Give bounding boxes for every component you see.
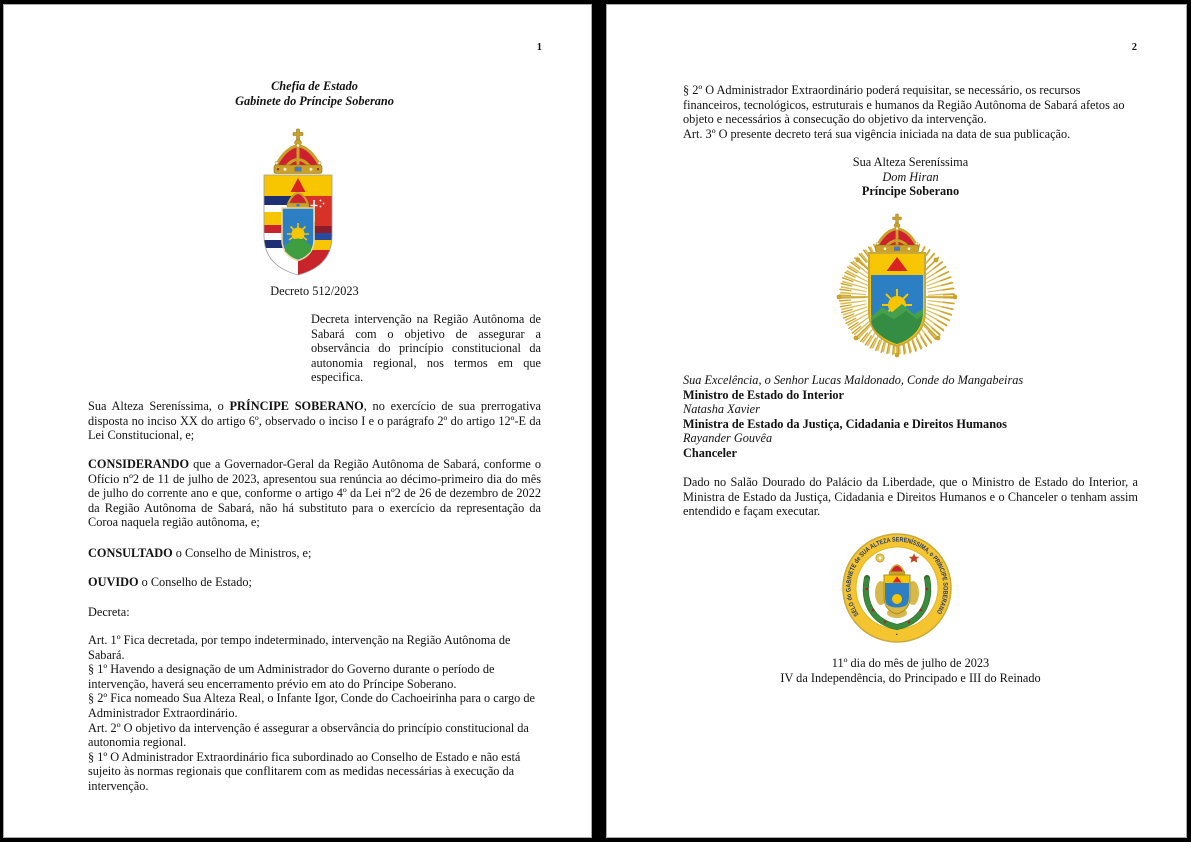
- sovereign-name: Dom Hiran: [882, 169, 939, 184]
- article-paragraph: § 1º Havendo a designação de um Administrador do Governo durante o período de intervenção, haverá seu encerramento prévio em ato do Príncipe Soberano.: [88, 662, 495, 691]
- ouvido-paragraph: [88, 575, 541, 590]
- signatory-name: Rayander Gouvêa: [683, 431, 773, 446]
- article-paragraph: Art. 2º O objetivo da intervenção é assegurar a observância do princípio constitucional da autonomia regional.: [88, 720, 529, 750]
- signatories-block: [683, 373, 1138, 461]
- signatory-title: Chanceler: [683, 445, 737, 460]
- closing-paragraph: Dado no Salão Dourado do Palácio da Liberdade, que o Ministro de Estado do Interior, a Ministra de Estado da Justiça, Cidadania e Direitos Humanos e o Chanceler o tenham assim entendido e façam executar.: [683, 475, 1138, 519]
- articles-block: [88, 633, 541, 794]
- preamble-post: , no exercício de sua prerrogativa disposta no inciso XX do artigo 6º, observado o inciso I e o parágrafo 2º do artigo 12º-E da Lei Constitucional, e;: [88, 399, 541, 443]
- sovereign-salutation: Sua Alteza Sereníssima: [852, 155, 969, 169]
- article-paragraph: Art. 3º O presente decreto terá sua vigência iniciada na data de sua publicação.: [683, 126, 1071, 141]
- signatory-title: Ministro de Estado do Interior: [683, 387, 845, 402]
- signatory-name: Sua Excelência, o Senhor Lucas Maldonado, Conde do Mangabeiras: [683, 373, 1024, 387]
- date-line-1: 11º dia do mês de julho de 2023: [831, 656, 990, 670]
- preamble-paragraph: [88, 399, 541, 443]
- consultado-paragraph: [88, 546, 541, 561]
- date-block: [683, 656, 1138, 685]
- cabinet-seal-image: [840, 531, 954, 645]
- article-paragraph: § 1º O Administrador Extraordinário fica subordinado ao Conselho de Estado e não está sujeito às normas regionais que conflitarem com as medidas necessárias à execução da intervenção.: [88, 749, 521, 793]
- ouvido-post: o Conselho de Estado;: [138, 575, 252, 589]
- date-line-2: IV da Independência, do Principado e III do Reinado: [780, 670, 1041, 685]
- sovereign-order-star-image: [834, 213, 960, 361]
- royal-coat-of-arms-image: [254, 128, 342, 278]
- page-number: 2: [1131, 42, 1137, 53]
- page-2: [606, 4, 1187, 838]
- considerando-bold: CONSIDERANDO: [88, 457, 190, 471]
- considerando-post: que a Governador-Geral da Região Autônoma de Sabará, conforme o Ofício nº2 de 11 de julho de 2023, apresentou sua renúncia ao décimo-primeiro dia do mês de julho do corrente ano e que, conforme o artigo 4º da Lei nº2 de 26 de dezembro de 2022 da Região Autônoma de Sabará, não há substituto para o exercício da representação da Coroa naquela região autônoma, e;: [88, 457, 541, 530]
- preamble-bold: PRÍNCIPE SOBERANO: [229, 399, 364, 413]
- signatory-title: Ministra de Estado da Justiça, Cidadania e Direitos Humanos: [683, 416, 1007, 431]
- preamble-pre: Sua Alteza Sereníssima, o: [88, 399, 230, 413]
- signatory-name: Natasha Xavier: [683, 402, 760, 417]
- consultado-bold: CONSULTADO: [88, 546, 173, 560]
- letterhead: [88, 79, 541, 108]
- order-star-container: [607, 213, 1186, 361]
- consultado-post: o Conselho de Ministros, e;: [172, 546, 312, 560]
- letterhead-title: Chefia de Estado: [271, 79, 358, 93]
- page-number: 1: [536, 42, 542, 53]
- letterhead-subtitle: Gabinete do Príncipe Soberano: [235, 93, 394, 108]
- articles-block: [683, 83, 1138, 141]
- decreta-label: Decreta:: [88, 605, 130, 619]
- decree-number: Decreto 512/2023: [270, 284, 359, 298]
- considerando-paragraph: [88, 457, 541, 530]
- cabinet-seal-container: [607, 531, 1186, 645]
- seal-separator: ·: [895, 630, 898, 639]
- page-1: [3, 4, 592, 838]
- article-paragraph: Art. 1º Fica decretada, por tempo indeterminado, intervenção na Região Autônoma de Sabará.: [88, 633, 511, 662]
- sovereign-block: [683, 155, 1138, 199]
- coat-of-arms-container: [4, 128, 591, 278]
- ouvido-bold: OUVIDO: [88, 575, 139, 589]
- sovereign-title: Príncipe Soberano: [861, 184, 960, 199]
- article-paragraph: § 2º Fica nomeado Sua Alteza Real, o Infante Igor, Conde do Cachoeirinha para o cargo de Administrador Extraordinário.: [88, 691, 535, 720]
- decree-summary: Decreta intervenção na Região Autônoma de Sabará com o objetivo de assegurar a observância do princípio constitucional da autonomia regional, nos termos em que especifica.: [311, 312, 541, 385]
- seal-rim-text: SELO do GABINETE de SUA ALTEZA SERENÍSSIMA, o PRÍNCIPE SOBERANO: [844, 536, 949, 618]
- article-paragraph: § 2º O Administrador Extraordinário poderá requisitar, se necessário, os recursos financeiros, tecnológicos, estruturais e humanos da Região Autônoma de Sabará afetos ao objeto e necessários à consecução do objetivo da intervenção.: [683, 83, 1125, 127]
